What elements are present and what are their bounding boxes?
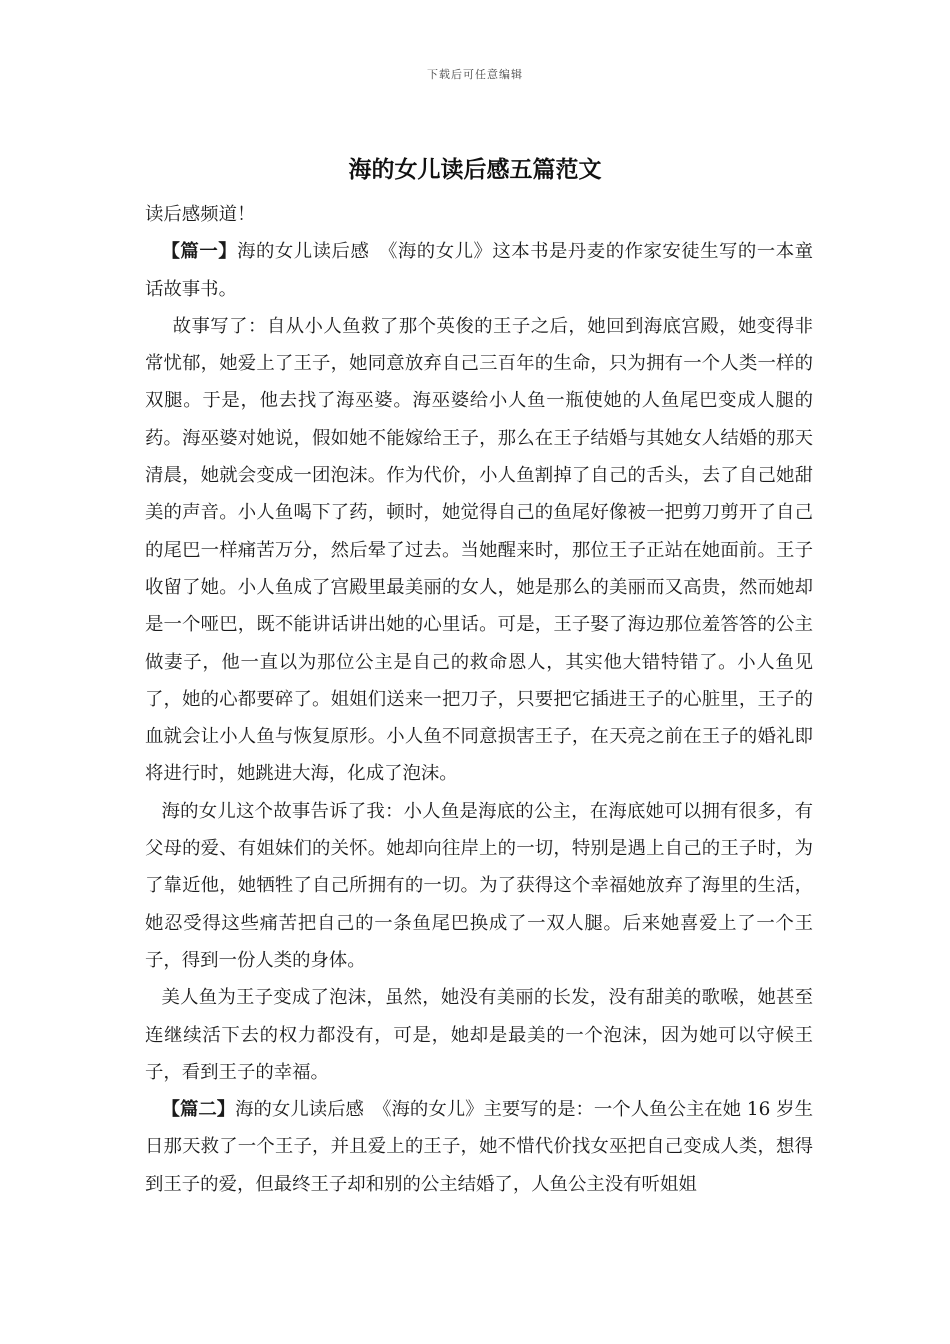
section-tag: 【篇一】 xyxy=(161,241,238,263)
document-body xyxy=(145,196,813,1203)
paragraph-3 xyxy=(145,793,813,979)
paragraph-5 xyxy=(145,1091,813,1203)
paragraph-1 xyxy=(145,233,813,308)
paragraph-text: 海的女儿读后感 《海的女儿》主要写的是：一个人鱼公主在她 16 岁生日那天救了一个王子，并且爱上的王子，她不惜代价找女巫把自己变成人类，想得到王子的爱，但最终王子却和别的公主结婚了，人鱼公主没有听姐姐 xyxy=(145,1099,813,1195)
header-note: 下载后可任意编辑 xyxy=(427,68,523,81)
section-tag: 【篇二】 xyxy=(161,1099,236,1121)
paragraph-4 xyxy=(145,979,813,1091)
paragraph-2 xyxy=(145,308,813,793)
paragraph-text: 故事写了：自从小人鱼救了那个英俊的王子之后，她回到海底宫殿，她变得非常忧郁，她爱上了王子，她同意放弃自己三百年的生命，只为拥有一个人类一样的双腿。于是，他去找了海巫婆。海巫婆给小人鱼一瓶使她的人鱼尾巴变成人腿的药。海巫婆对她说，假如她不能嫁给王子，那么在王子结婚与其她女人结婚的那天清晨，她就会变成一团泡沫。作为代价，小人鱼割掉了自己的舌头，去了自己她甜美的声音。小人鱼喝下了药，顿时，她觉得自己的鱼尾好像被一把剪刀剪开了自己的尾巴一样痛苦万分，然后晕了过去。当她醒来时，那位王子正站在她面前。王子收留了她。小人鱼成了宫殿里最美丽的女人，她是那么的美丽而又高贵，然而她却是一个哑巴，既不能讲话讲出她的心里话。可是，王子娶了海边那位羞答答的公主做妻子，他一直以为那位公主是自己的救命恩人，其实他大错特错了。小人鱼见了，她的心都要碎了。姐姐们送来一把刀子，只要把它插进王子的心脏里，王子的血就会让小人鱼与恢复原形。小人鱼不同意损害王子，在天亮之前在王子的婚礼即将进行时，她跳进大海，化成了泡沫。 xyxy=(145,315,813,785)
intro-line: 读后感频道！ xyxy=(145,204,256,225)
paragraph-text: 海的女儿这个故事告诉了我：小人鱼是海底的公主，在海底她可以拥有很多，有父母的爱、有姐妹们的关怀。她却向往岸上的一切，特别是遇上自己的王子时，为了靠近他，她牺牲了自己所拥有的一切。为了获得这个幸福她放弃了海里的生活，她忍受得这些痛苦把自己的一条鱼尾巴换成了一双人腿。后来她喜爱上了一个王子，得到一份人类的身体。 xyxy=(145,800,813,971)
paragraph-text: 海的女儿读后感 《海的女儿》这本书是丹麦的作家安徒生写的一本童话故事书。 xyxy=(145,241,813,300)
paragraph-text: 美人鱼为王子变成了泡沫，虽然，她没有美丽的长发，没有甜美的歌喉，她甚至连继续活下去的权力都没有，可是，她却是最美的一个泡沫，因为她可以守候王子，看到王子的幸福。 xyxy=(145,987,813,1083)
document-title: 海的女儿读后感五篇范文 xyxy=(348,156,602,183)
